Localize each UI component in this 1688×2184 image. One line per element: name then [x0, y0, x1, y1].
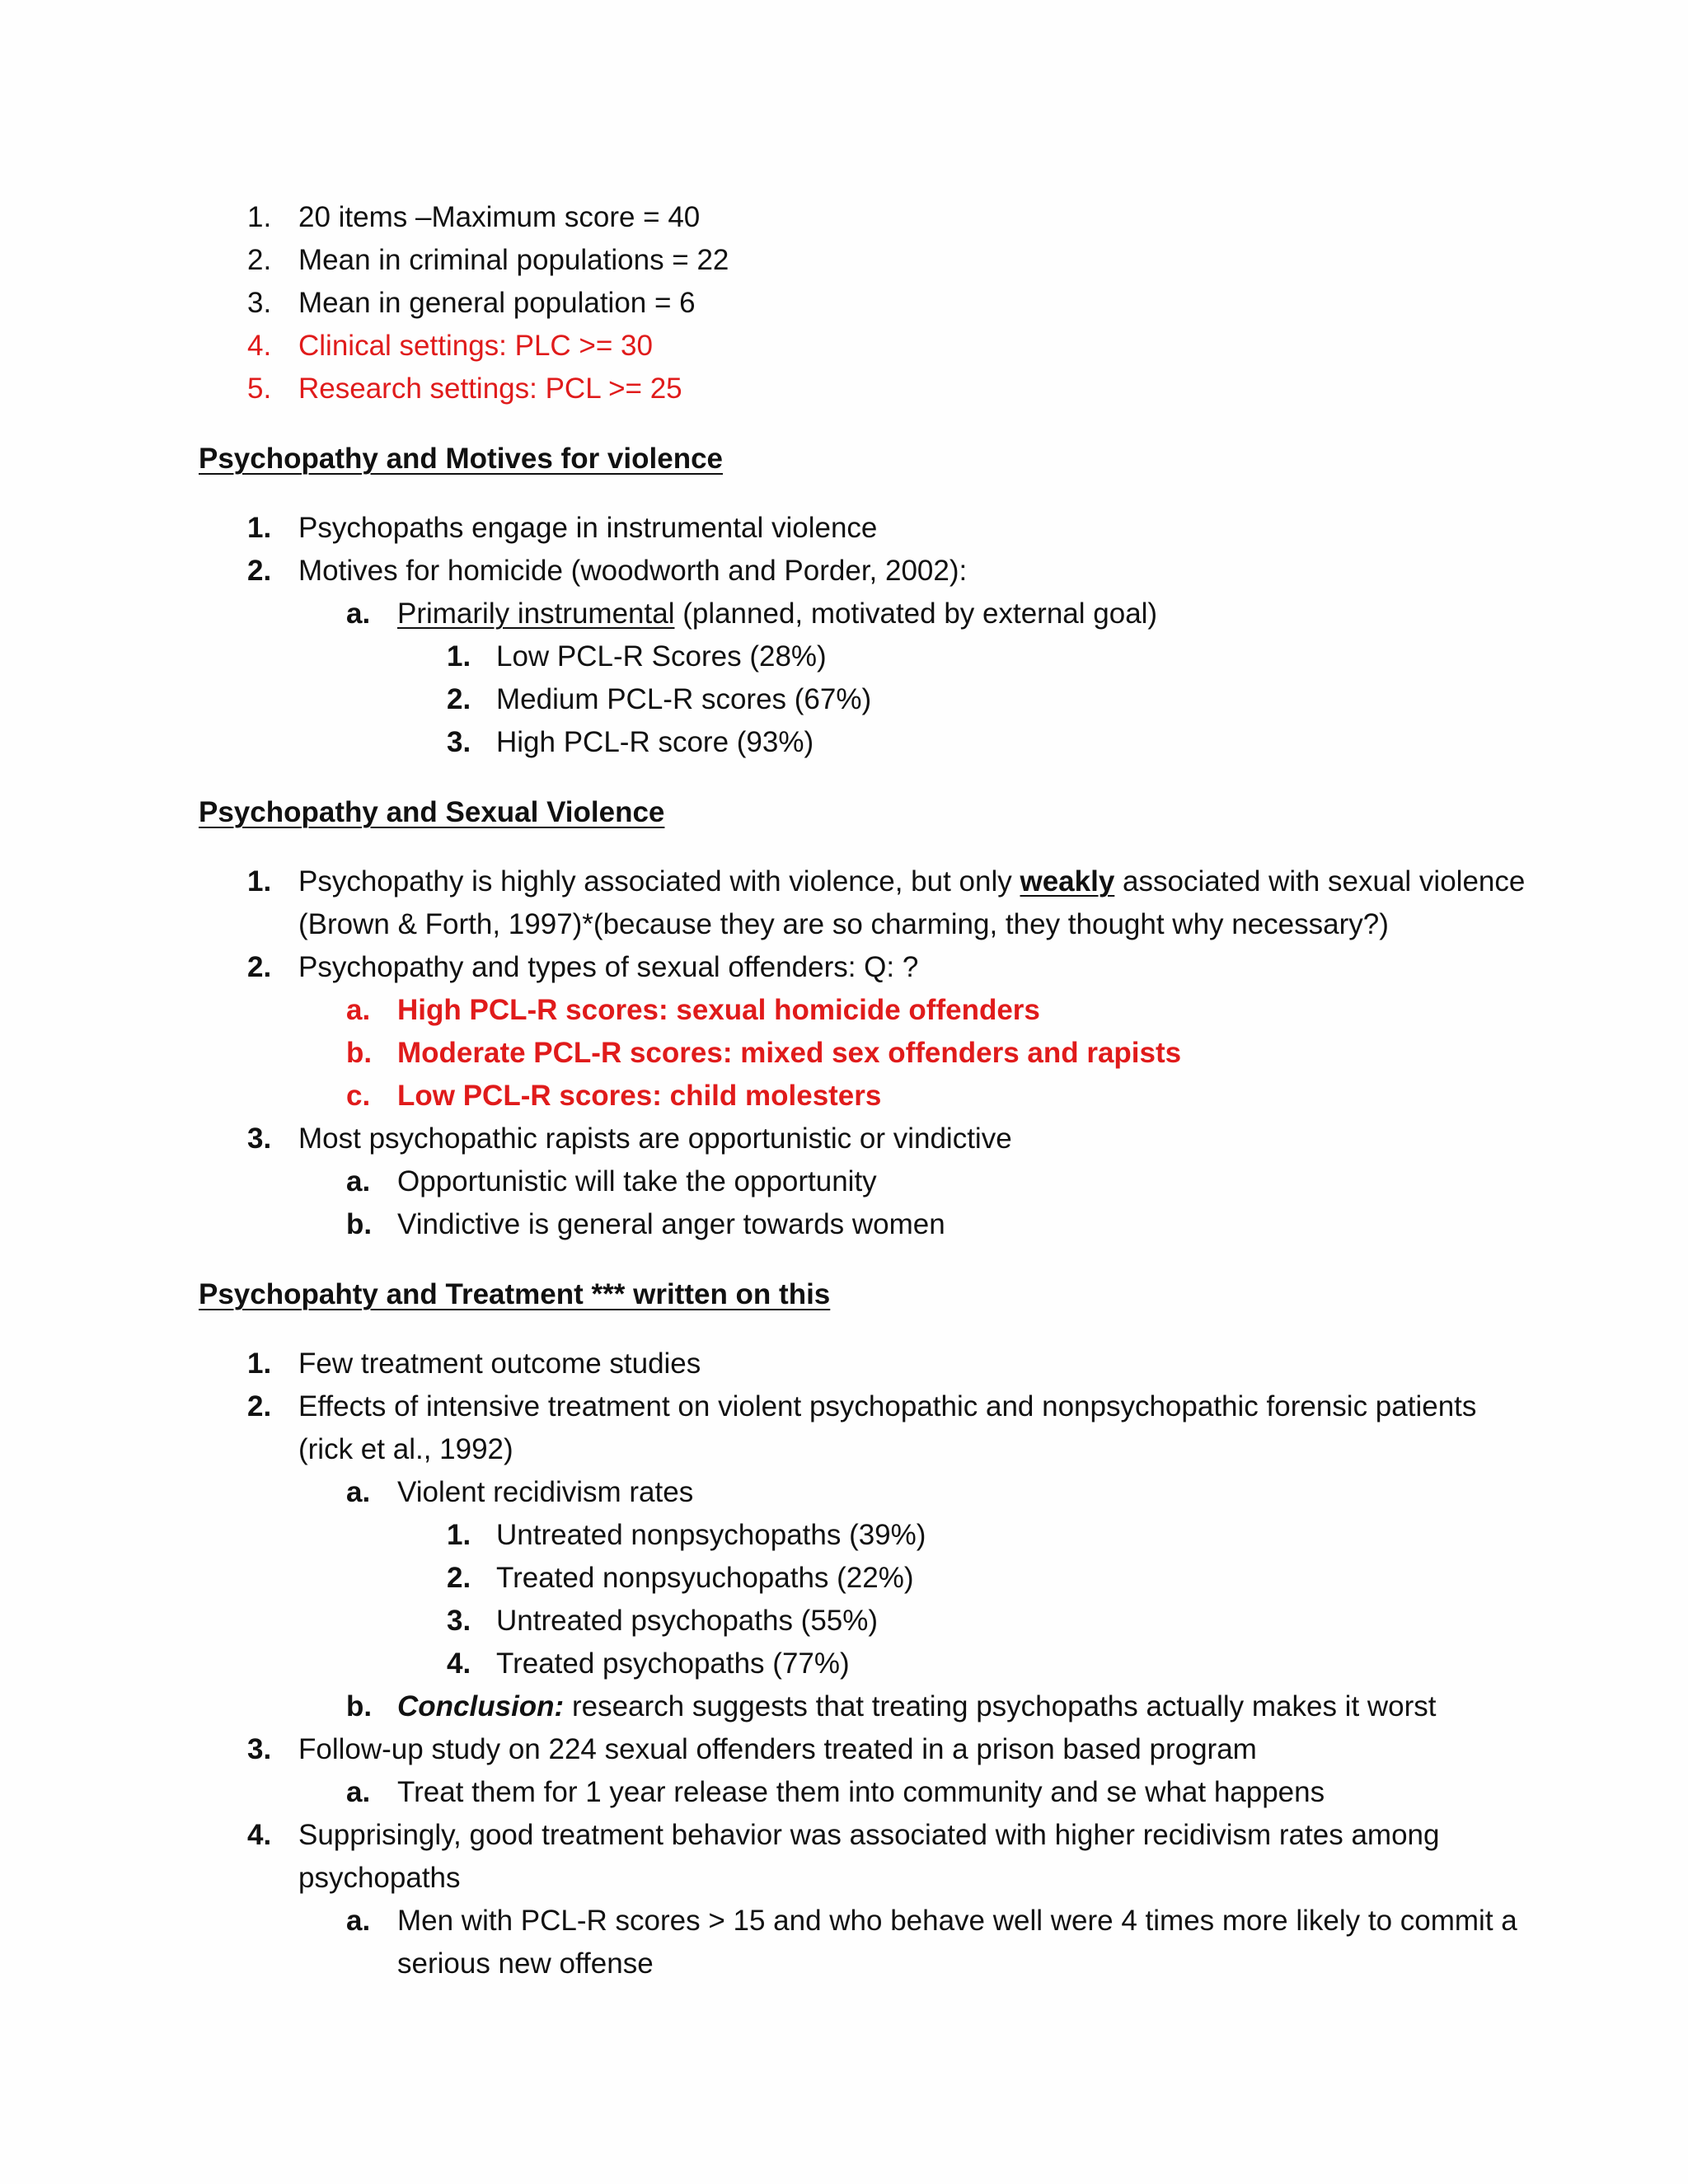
list-number: 2. — [447, 1562, 471, 1594]
list-text: (planned, motivated by external goal) — [674, 598, 1158, 630]
list-letter: b. — [346, 1208, 373, 1240]
list-text: High PCL-R score (93%) — [496, 726, 814, 758]
list-item — [247, 1122, 1012, 1156]
list-letter: a. — [346, 598, 371, 630]
list-item — [346, 1775, 1325, 1810]
list-text-continuation: psychopaths — [298, 1862, 461, 1894]
list-number: 3. — [247, 1733, 272, 1765]
list-item — [346, 1904, 1517, 1938]
list-text: associated with sexual violence — [1114, 865, 1526, 898]
list-text: Low PCL-R Scores (28%) — [496, 640, 827, 673]
list-text-continuation: serious new offense — [397, 1947, 654, 1980]
list-text: Research settings: PCL >= 25 — [298, 373, 682, 405]
list-item — [447, 1561, 914, 1596]
list-text: Moderate PCL-R scores: mixed sex offenders and rapists — [397, 1037, 1182, 1069]
list-letter: a. — [346, 1165, 371, 1197]
section-heading-sexual-violence: Psychopathy and Sexual Violence — [199, 796, 665, 828]
list-item — [247, 511, 878, 546]
list-number: 1. — [247, 1347, 272, 1380]
list-text: Low PCL-R scores: child molesters — [397, 1080, 882, 1112]
list-number: 1. — [247, 512, 272, 544]
list-item — [346, 1690, 1437, 1724]
list-number: 4. — [447, 1647, 471, 1680]
list-text: Few treatment outcome studies — [298, 1347, 701, 1380]
list-text: Men with PCL-R scores > 15 and who behave well were 4 times more likely to commit a — [397, 1905, 1517, 1937]
list-text: Mean in general population = 6 — [298, 287, 696, 319]
list-number: 3. — [447, 726, 471, 758]
list-text: research suggests that treating psychopaths actually makes it worst — [564, 1690, 1437, 1722]
list-text: Vindictive is general anger towards women — [397, 1208, 945, 1240]
list-text: Effects of intensive treatment on violent psychopathic and nonpsychopathic forensic patients — [298, 1390, 1477, 1422]
section-heading-treatment: Psychopahty and Treatment *** written on this — [199, 1278, 831, 1310]
list-text-continuation: (rick et al., 1992) — [298, 1433, 513, 1465]
list-text: Supprisingly, good treatment behavior was associated with higher recidivism rates among — [298, 1819, 1440, 1851]
list-text: Psychopathy and types of sexual offenders: Q: ? — [298, 951, 919, 983]
list-number: 2. — [247, 951, 272, 983]
list-item — [346, 597, 1158, 631]
list-item — [247, 243, 729, 278]
list-text: Mean in criminal populations = 22 — [298, 244, 729, 276]
list-item — [447, 725, 814, 760]
list-text: Psychopaths engage in instrumental violence — [298, 512, 878, 544]
list-number: 1. — [247, 865, 272, 898]
list-letter: c. — [346, 1080, 371, 1112]
list-item — [447, 1518, 926, 1553]
section-heading-motives: Psychopathy and Motives for violence — [199, 443, 723, 475]
list-item — [346, 1475, 694, 1510]
list-text: Untreated nonpsychopaths (39%) — [496, 1519, 926, 1551]
list-item — [247, 1347, 701, 1381]
list-text: Untreated psychopaths (55%) — [496, 1605, 879, 1637]
list-item — [447, 640, 827, 674]
list-item — [247, 1818, 1440, 1853]
list-text: 20 items –Maximum score = 40 — [298, 201, 701, 233]
list-text-continuation: (Brown & Forth, 1997)*(because they are so charming, they thought why necessary?) — [298, 908, 1389, 940]
list-number: 1. — [447, 640, 471, 673]
list-text: Treat them for 1 year release them into community and se what happens — [397, 1776, 1325, 1808]
list-item — [447, 1604, 879, 1638]
list-text: Opportunistic will take the opportunity — [397, 1165, 877, 1197]
list-number: 1. — [447, 1519, 471, 1551]
list-item — [247, 329, 653, 363]
list-item — [247, 865, 1526, 899]
list-text: Clinical settings: PLC >= 30 — [298, 330, 653, 362]
list-text: Motives for homicide (woodworth and Porder, 2002): — [298, 555, 968, 587]
list-item — [247, 1390, 1477, 1424]
list-number: 2. — [247, 555, 272, 587]
list-letter: a. — [346, 1776, 371, 1808]
list-item — [346, 1165, 877, 1199]
underlined-term: Primarily instrumental — [397, 598, 675, 630]
list-number: 3. — [247, 1122, 272, 1155]
list-item — [247, 950, 919, 985]
list-letter: b. — [346, 1037, 373, 1069]
list-item — [346, 1207, 945, 1242]
list-letter: a. — [346, 994, 371, 1026]
list-text: Most psychopathic rapists are opportunistic or vindictive — [298, 1122, 1012, 1155]
list-letter: a. — [346, 1476, 371, 1508]
list-item — [247, 372, 682, 406]
list-text: Treated nonpsyuchopaths (22%) — [496, 1562, 914, 1594]
list-number: 5. — [247, 373, 272, 405]
list-item — [346, 993, 1040, 1028]
list-number: 2. — [247, 1390, 272, 1422]
emphasized-word: weakly — [1020, 865, 1115, 898]
list-text: Violent recidivism rates — [397, 1476, 694, 1508]
list-number: 1. — [247, 201, 272, 233]
list-item — [346, 1079, 882, 1113]
list-item — [346, 1036, 1182, 1071]
list-text: Follow-up study on 224 sexual offenders treated in a prison based program — [298, 1733, 1257, 1765]
list-number: 2. — [447, 683, 471, 715]
list-letter: b. — [346, 1690, 373, 1722]
list-number: 3. — [447, 1605, 471, 1637]
list-item — [247, 1732, 1257, 1767]
list-item — [247, 554, 968, 588]
list-number: 3. — [247, 287, 272, 319]
list-item — [447, 682, 872, 717]
list-item — [447, 1647, 850, 1681]
list-number: 4. — [247, 330, 272, 362]
conclusion-label: Conclusion: — [397, 1690, 565, 1722]
list-letter: a. — [346, 1905, 371, 1937]
list-number: 2. — [247, 244, 272, 276]
list-text: Medium PCL-R scores (67%) — [496, 683, 872, 715]
list-item — [247, 200, 701, 235]
list-text: Psychopathy is highly associated with violence, but only — [298, 865, 1020, 898]
list-item — [247, 286, 696, 321]
list-number: 4. — [247, 1819, 272, 1851]
list-text: Treated psychopaths (77%) — [496, 1647, 850, 1680]
list-text: High PCL-R scores: sexual homicide offenders — [397, 994, 1040, 1026]
